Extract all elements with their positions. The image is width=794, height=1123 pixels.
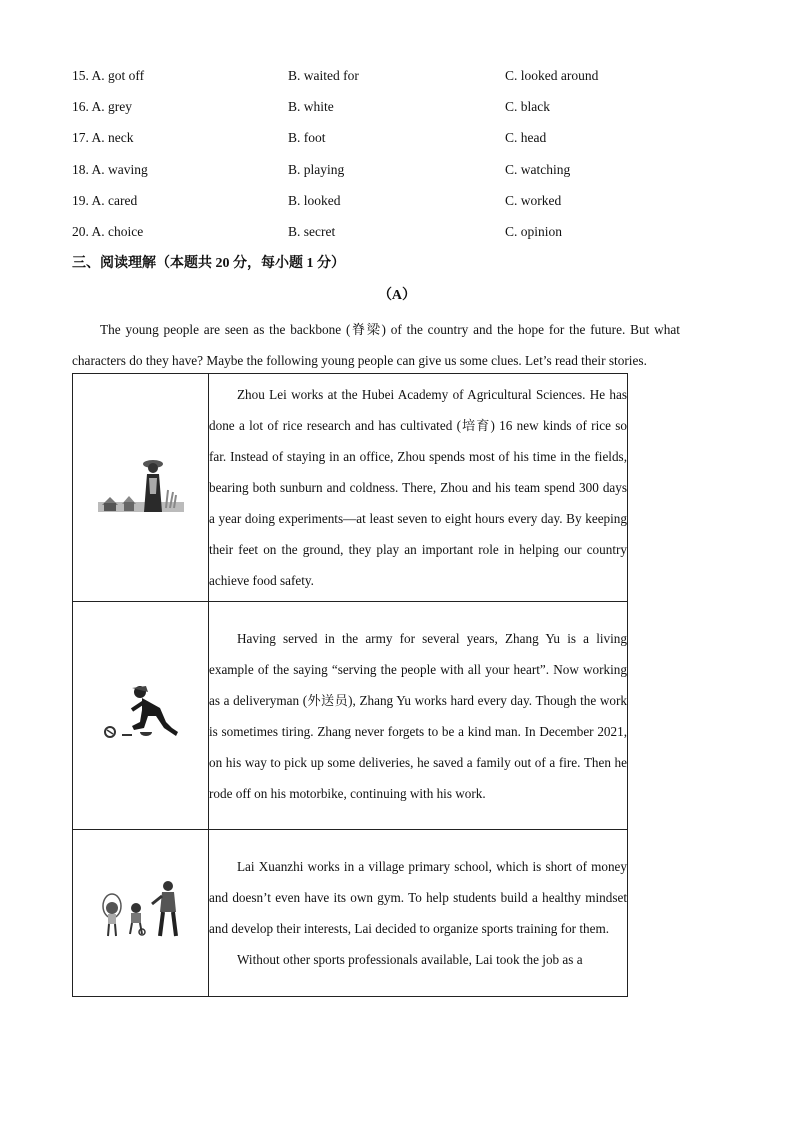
option-b[interactable]: B. foot: [288, 130, 326, 146]
illustration-cell: [73, 374, 209, 602]
intro-text: The young people are seen as the backbone (脊梁) of the country and the hope for the future. But what characters do they have? Maybe the following young people can give us some clues. Let’s read their stories.: [72, 322, 680, 368]
deliveryman-illustration: [96, 678, 186, 748]
story-paragraph: Lai Xuanzhi works in a village primary school, which is short of money and doesn’t even have its own gym. To help students build a healthy mindset and develop their interests, Lai decided to organize sports training for them.: [209, 859, 627, 936]
option-b[interactable]: B. looked: [288, 192, 341, 208]
option-a[interactable]: 17. A. neck: [72, 130, 134, 146]
intro-paragraph: [72, 314, 680, 376]
story-text-lai-xuanzhi: [209, 830, 628, 997]
story-row-lai-xuanzhi: [73, 830, 628, 997]
option-a[interactable]: 19. A. cared: [72, 192, 138, 208]
option-row-17: [72, 124, 712, 155]
story-text-zhou-lei: [209, 374, 628, 602]
option-c[interactable]: C. watching: [505, 161, 571, 177]
option-b[interactable]: B. secret: [288, 223, 336, 239]
option-c[interactable]: C. opinion: [505, 223, 563, 239]
stories-table: [72, 373, 628, 997]
option-row-20: [72, 218, 712, 249]
illustration-cell: [73, 830, 209, 997]
story-paragraph: Zhou Lei works at the Hubei Academy of Agricultural Sciences. He has done a lot of rice research and has cultivated (培育) 16 new kinds of rice so far. Instead of staying in an office, Zhou spends most of his time in the fields, bearing both sunburn and coldness. There, Zhou and his team spend 300 days a year doing experiments—at least seven to eight hours every day. By keeping their feet on the ground, they play an important role in helping our country achieve food safety.: [209, 387, 627, 588]
option-a[interactable]: 15. A. got off: [72, 68, 145, 83]
option-c[interactable]: C. looked around: [505, 68, 599, 83]
option-row-19: [72, 187, 712, 218]
option-a[interactable]: 20. A. choice: [72, 223, 144, 239]
section-heading: 三、阅读理解（本题共 20 分，每小题 1 分）: [72, 256, 345, 271]
option-a[interactable]: 16. A. grey: [72, 99, 132, 115]
option-row-15: [72, 62, 712, 93]
option-row-18: [72, 156, 712, 187]
story-row-zhou-lei: [73, 374, 628, 602]
option-a[interactable]: 18. A. waving: [72, 161, 148, 177]
option-c[interactable]: C. black: [505, 99, 550, 115]
story-paragraph: Without other sports professionals available, Lai took the job as a: [237, 952, 583, 967]
farmer-illustration: [96, 450, 186, 520]
option-c[interactable]: C. head: [505, 130, 547, 146]
option-b[interactable]: B. playing: [288, 161, 345, 177]
option-b[interactable]: B. white: [288, 99, 334, 115]
option-c[interactable]: C. worked: [505, 192, 562, 208]
story-text-zhang-yu: [209, 602, 628, 830]
story-paragraph: Having served in the army for several years, Zhang Yu is a living example of the saying “serving the people with all your heart”. Now working as a deliveryman (外送员), Zhang Yu works hard every day. Though the work is sometimes tiring. Zhang never forgets to be a kind man. In December 2021, on his way to pick up some deliveries, he saved a family out of a fire. Then he rode off on his motorbike, continuing with his work.: [209, 630, 627, 801]
illustration-cell: [73, 602, 209, 830]
story-row-zhang-yu: [73, 602, 628, 830]
answer-options: [72, 62, 712, 249]
option-row-16: [72, 93, 712, 124]
option-b[interactable]: B. waited for: [288, 68, 359, 83]
passage-label: （A）: [377, 288, 417, 303]
teacher-and-children-illustration: [96, 876, 186, 946]
